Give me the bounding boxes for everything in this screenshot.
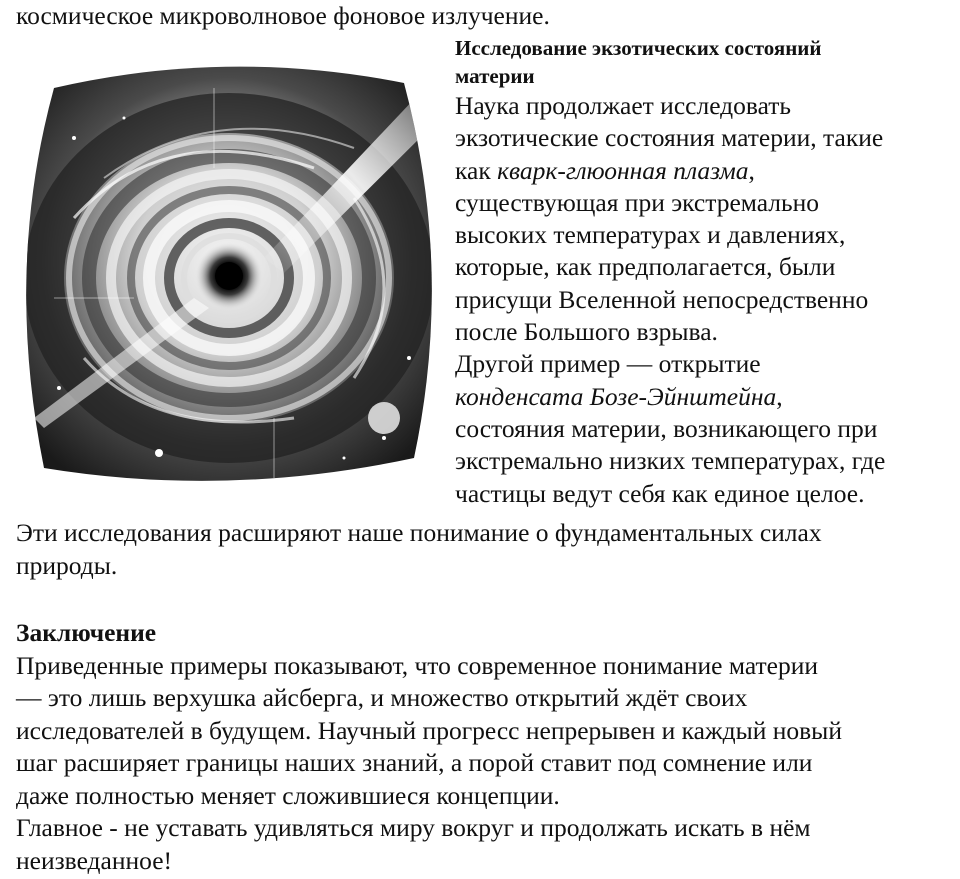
- p1-line8: после Большого взрыва.: [455, 317, 718, 347]
- section-heading-line2: материи: [455, 64, 535, 88]
- summary-paragraph: [16, 517, 822, 582]
- conclusion-line7: неизведанное!: [16, 845, 173, 875]
- p1-line4: существующая при экстремально: [455, 187, 820, 217]
- p1-line3-prefix: как: [455, 155, 498, 185]
- summary-line2: природы.: [16, 550, 118, 580]
- p2-line4: экстремально низких температурах, где: [455, 446, 886, 476]
- summary-line1: Эти исследования расширяют наше понимание о фундаментальных силах: [16, 518, 822, 547]
- exotic-matter-section: [455, 34, 955, 510]
- conclusion-heading: Заключение: [16, 618, 157, 647]
- p1-line1: Наука продолжает исследовать: [455, 91, 792, 120]
- conclusion-line4: шаг расширяет границы наших знаний, а порой ставит под сомнение или: [16, 748, 813, 777]
- p1-line3-suffix: ,: [748, 155, 755, 185]
- p2-line1: Другой пример — открытие: [455, 349, 761, 379]
- conclusion-line1: Приведенные примеры показывают, что современное понимание материи: [16, 650, 819, 680]
- bose-einstein-term: конденсата Бозе-Эйнштейна: [455, 381, 777, 411]
- p1-line3: [455, 155, 955, 187]
- conclusion-line3: исследователей в будущем. Научный прогресс непрерывен и каждый новый: [16, 715, 842, 745]
- p1-line2: экзотические состояния материи, такие: [455, 123, 884, 153]
- p2-line3: состояния материи, возникающего при: [455, 413, 878, 443]
- conclusion-line6: Главное - не уставать удивляться миру вокруг и продолжать искать в нём: [16, 813, 811, 842]
- section-heading: [455, 34, 955, 90]
- quark-gluon-plasma-term: кварк-глюонная плазма: [497, 155, 749, 185]
- p1-line7: присущи Вселенной непосредственно: [455, 284, 869, 314]
- conclusion-section: [16, 617, 842, 877]
- p1-line6: которые, как предполагается, были: [455, 252, 836, 282]
- section-heading-line1: Исследование экзотических состояний: [455, 36, 822, 60]
- black-hole-illustration: [14, 58, 440, 482]
- p2-line2-suffix: ,: [776, 381, 783, 411]
- p2-line5: частицы ведут себя как единое целое.: [455, 478, 865, 508]
- top-line: космическое микроволновое фоновое излучение.: [16, 1, 550, 30]
- conclusion-line5: даже полностью меняет сложившиеся концепции.: [16, 780, 560, 810]
- p1-line5: высоких температурах и давлениях,: [455, 220, 846, 250]
- conclusion-line2: — это лишь верхушка айсберга, и множество открытий ждёт своих: [16, 683, 748, 712]
- p2-line2: [455, 381, 955, 413]
